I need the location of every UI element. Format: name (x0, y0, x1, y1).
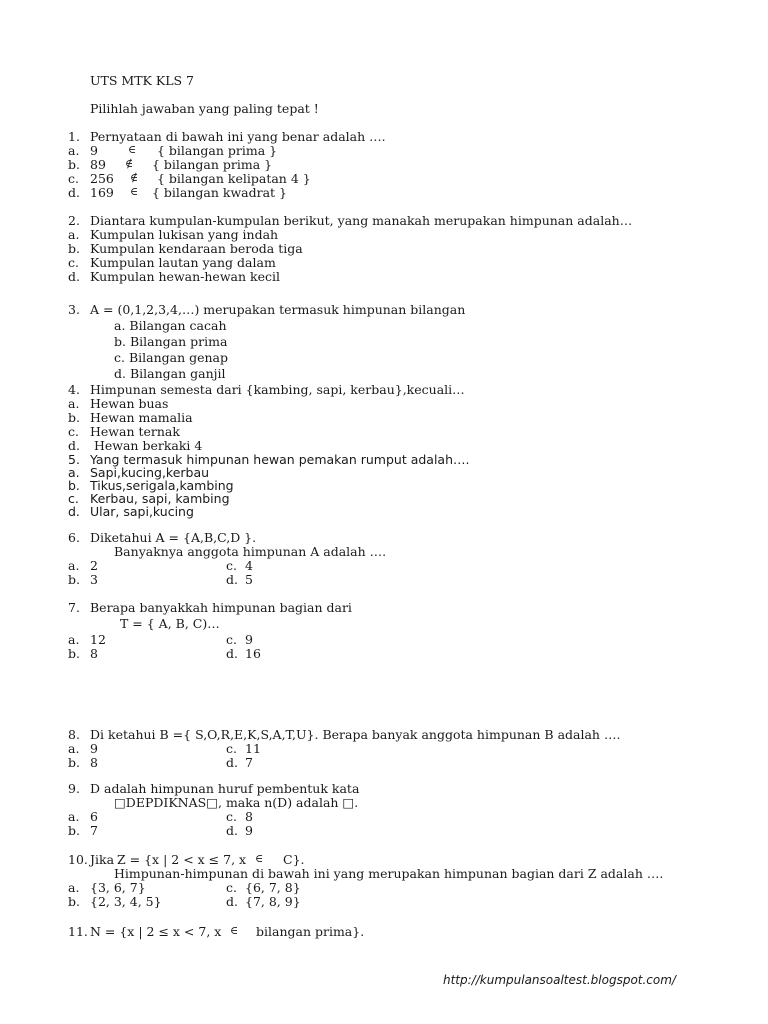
question-stem: Yang termasuk himpunan hewan pemakan rumput adalah…. (90, 452, 470, 467)
option-text: Hewan berkaki 4 (90, 438, 203, 453)
question-stem-prefix: Jika (90, 852, 115, 867)
option-value: {7, 8, 9} (245, 894, 301, 909)
option-value: {2, 3, 4, 5} (90, 894, 162, 909)
footer-url[interactable]: http://kumpulansoaltest.blogspot.com/ (443, 973, 676, 987)
option-set: { bilangan prima } (157, 143, 278, 158)
option-letter: b. (68, 572, 80, 587)
set-definition: Z = {x | 2 < x ≤ 7, x (117, 852, 247, 867)
option-text: Sapi,kucing,kerbau (90, 465, 210, 480)
option-letter: a. (68, 741, 80, 756)
option-value: 9 (245, 632, 253, 647)
option-letter: c. (68, 171, 79, 186)
option-number: 9 (90, 143, 98, 158)
set-definition-suffix: C}. (283, 852, 305, 867)
option-text: Kumpulan hewan-hewan kecil (90, 269, 280, 284)
option-value: 11 (245, 741, 261, 756)
question-stem: Himpunan semesta dari {kambing, sapi, kerbau},kecuali… (90, 382, 465, 397)
option-text: Tikus,serigala,kambing (90, 478, 234, 493)
option-value: 7 (90, 823, 98, 838)
option-letter: b. (68, 157, 80, 172)
question-stem: Diantara kumpulan-kumpulan berikut, yang manakah merupakan himpunan adalah… (90, 213, 633, 228)
option-letter: c. (226, 632, 237, 647)
option-value: 3 (90, 572, 98, 587)
option-letter: c. (68, 491, 79, 506)
option-text: Kumpulan kendaraan beroda tiga (90, 241, 303, 256)
option-text: Kumpulan lautan yang dalam (90, 255, 276, 270)
option-value: 4 (245, 558, 253, 573)
question-stem-line-2: T = { A, B, C)… (120, 616, 220, 631)
option-text: Hewan buas (90, 396, 169, 411)
question-stem-line-2: □DEPDIKNAS□, maka n(D) adalah □. (114, 795, 359, 810)
option-letter: b. (68, 894, 80, 909)
question-stem: D adalah himpunan huruf pembentuk kata (90, 781, 360, 796)
option-letter: d. (226, 823, 238, 838)
option-letter: d. (226, 646, 238, 661)
option-value: 16 (245, 646, 261, 661)
option-letter: d. (68, 269, 80, 284)
option-letter: c. (68, 424, 79, 439)
option-letter: a. (68, 809, 80, 824)
option-value: {3, 6, 7} (90, 880, 146, 895)
option-number: 256 (90, 171, 114, 186)
not-element-of-symbol: ∉ (130, 171, 139, 184)
question-number: 6. (68, 530, 80, 545)
question-number: 8. (68, 727, 80, 742)
option-value: 2 (90, 558, 98, 573)
question-stem: Pernyataan di bawah ini yang benar adalah …. (90, 129, 386, 144)
question-stem: Berapa banyakkah himpunan bagian dari (90, 600, 352, 615)
option-letter: d. (68, 185, 80, 200)
element-of-symbol: ∈ (128, 143, 137, 156)
not-element-of-symbol: ∉ (125, 157, 134, 170)
option-value: {6, 7, 8} (245, 880, 301, 895)
option-letter: a. (68, 880, 80, 895)
question-number: 1. (68, 129, 80, 144)
option-text: b. Bilangan prima (114, 334, 228, 349)
question-stem: Diketahui A = {A,B,C,D }. (90, 530, 257, 545)
option-set: { bilangan kwadrat } (152, 185, 288, 200)
question-number: 11. (68, 924, 88, 939)
element-of-symbol: ∈ (255, 852, 264, 865)
option-number: 89 (90, 157, 106, 172)
option-letter: c. (226, 558, 237, 573)
option-text: c. Bilangan genap (114, 350, 229, 365)
option-set: { bilangan prima } (152, 157, 273, 172)
option-letter: a. (68, 143, 80, 158)
option-value: 5 (245, 572, 253, 587)
question-stem: A = (0,1,2,3,4,…) merupakan termasuk himpunan bilangan (90, 302, 466, 317)
option-value: 8 (90, 755, 98, 770)
option-letter: b. (68, 410, 80, 425)
option-value: 12 (90, 632, 106, 647)
option-letter: b. (68, 755, 80, 770)
option-letter: c. (226, 741, 237, 756)
option-letter: a. (68, 227, 80, 242)
question-stem-line-2: Himpunan-himpunan di bawah ini yang merupakan himpunan bagian dari Z adalah …. (114, 866, 664, 881)
option-letter: a. (68, 465, 80, 480)
option-letter: b. (68, 478, 80, 493)
option-text: Hewan ternak (90, 424, 180, 439)
option-letter: d. (226, 755, 238, 770)
option-value: 9 (245, 823, 253, 838)
element-of-symbol: ∈ (230, 924, 239, 937)
option-letter: d. (68, 504, 80, 519)
option-value: 8 (90, 646, 98, 661)
element-of-symbol: ∈ (130, 185, 139, 198)
question-number: 10. (68, 852, 88, 867)
question-number: 4. (68, 382, 80, 397)
option-letter: b. (68, 823, 80, 838)
option-letter: b. (68, 646, 80, 661)
question-number: 7. (68, 600, 80, 615)
option-value: 7 (245, 755, 253, 770)
option-text: Kumpulan lukisan yang indah (90, 227, 279, 242)
question-number: 9. (68, 781, 80, 796)
option-number: 169 (90, 185, 114, 200)
option-letter: c. (226, 880, 237, 895)
option-text: Ular, sapi,kucing (90, 504, 194, 519)
set-definition: N = {x | 2 ≤ x < 7, x (90, 924, 222, 939)
question-stem: Di ketahui B ={ S,O,R,E,K,S,A,T,U}. Berapa banyak anggota himpunan B adalah …. (90, 727, 621, 742)
question-number: 3. (68, 302, 80, 317)
option-letter: d. (226, 572, 238, 587)
option-value: 9 (90, 741, 98, 756)
question-number: 5. (68, 452, 80, 467)
option-letter: d. (68, 438, 80, 453)
instruction: Pilihlah jawaban yang paling tepat ! (90, 101, 319, 116)
option-text: d. Bilangan ganjil (114, 366, 226, 381)
option-letter: c. (226, 809, 237, 824)
option-letter: c. (68, 255, 79, 270)
option-text: Hewan mamalia (90, 410, 193, 425)
page-title: UTS MTK KLS 7 (90, 73, 194, 88)
question-stem-line-2: Banyaknya anggota himpunan A adalah …. (114, 544, 387, 559)
option-value: 8 (245, 809, 253, 824)
option-value: 6 (90, 809, 98, 824)
question-number: 2. (68, 213, 80, 228)
option-letter: a. (68, 558, 80, 573)
option-letter: d. (226, 894, 238, 909)
set-definition-suffix: bilangan prima}. (256, 924, 365, 939)
option-text: Kerbau, sapi, kambing (90, 491, 230, 506)
option-letter: a. (68, 632, 80, 647)
option-text: a. Bilangan cacah (114, 318, 227, 333)
option-letter: b. (68, 241, 80, 256)
option-set: { bilangan kelipatan 4 } (157, 171, 311, 186)
option-letter: a. (68, 396, 80, 411)
